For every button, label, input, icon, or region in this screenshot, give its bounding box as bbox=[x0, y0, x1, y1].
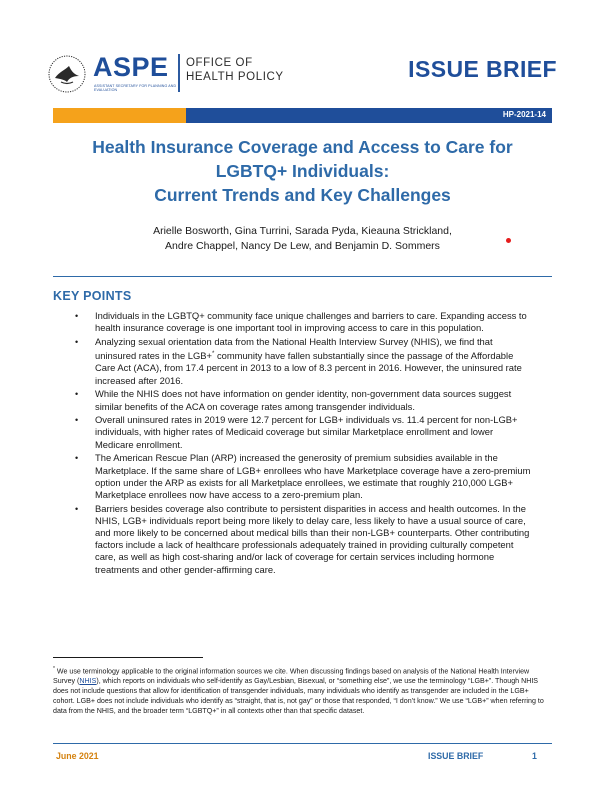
header-divider bbox=[178, 54, 180, 92]
bullet-icon: • bbox=[75, 389, 79, 400]
document-number: HP-2021-14 bbox=[502, 110, 546, 119]
bullet-icon: • bbox=[75, 415, 79, 426]
office-name bbox=[186, 57, 284, 84]
key-point-text: Individuals in the LGBTQ+ community face unique challenges and barriers to care. Expanding access to health insurance coverage is one important tool in improving access to care in this population. bbox=[95, 310, 527, 334]
authors-line-2: Andre Chappel, Nancy De Lew, and Benjamin D. Sommers bbox=[165, 240, 440, 252]
footnote-text-cont: ), which reports on individuals who self-identify as Gay/Lesbian, Bisexual, or “something else”, we use the terminology “LGB+”. Though NHIS does not include questions that allow for identification of transgender individuals, many individuals who identify as transgender are included in the LGB+ cohort. LGB+ does not include individuals who identify as “straight, that is, not gay” or those that responded, “I don’t know.” We use “LGB+” when referring to data from the NHIS, and the broader term “LGBTQ+” in all contexts other than that specific dataset. bbox=[53, 677, 544, 716]
list-item bbox=[75, 388, 533, 412]
office-line-1: OFFICE OF bbox=[186, 57, 253, 69]
footnote bbox=[53, 664, 552, 716]
nhis-link[interactable]: NHIS bbox=[79, 677, 97, 686]
bullet-icon: • bbox=[75, 453, 79, 464]
list-item bbox=[75, 310, 533, 334]
key-point-text: Barriers besides coverage also contribute to persistent disparities in access and health outcomes. In the NHIS, LGB+ individuals report being more likely to delay care, less likely to have a usual source of care, and more likely to be concerned about medical bills than their non-LGB+ counterparts. Other contributing factors include a lack of healthcare professionals adequately trained in providing culturally competent care, as well as high cost-sharing and/or lack of coverage for certain services including hormone treatments and other gender-affirming care. bbox=[95, 502, 530, 575]
footnote-text: We use terminology applicable to the original information sources we cite. When discussing findings based on analysis of the National Health Interview Survey ( bbox=[53, 667, 530, 686]
office-line-2: HEALTH POLICY bbox=[186, 70, 284, 83]
list-item bbox=[75, 452, 533, 501]
footer-issue-brief: ISSUE BRIEF bbox=[428, 751, 484, 761]
key-point-text-cont: community have fallen substantially since the passage of the Affordable Care Act (ACA), from 17.4 percent in 2013 to a low of 8.3 percent in 2016. However, the uninsured rate increased after 2016. bbox=[95, 350, 522, 386]
issue-brief-label: ISSUE BRIEF bbox=[408, 56, 557, 82]
title-line-2: LGBTQ+ Individuals: bbox=[215, 161, 390, 181]
key-points-list bbox=[75, 310, 533, 577]
bullet-icon: • bbox=[75, 336, 79, 347]
bullet-icon: • bbox=[75, 311, 79, 321]
aspe-logo-subtitle: ASSISTANT SECRETARY FOR PLANNING AND EVALUATION bbox=[94, 84, 177, 93]
page-number: 1 bbox=[532, 751, 537, 761]
key-points-heading: KEY POINTS bbox=[53, 289, 132, 303]
list-item bbox=[75, 503, 533, 576]
key-point-text: Analyzing sexual orientation data from the National Health Interview Survey (NHIS), we find that uninsured rates in the LGB+ bbox=[95, 335, 493, 362]
footnote-rule bbox=[53, 657, 203, 658]
hhs-eagle-seal-icon bbox=[47, 54, 87, 94]
page-title bbox=[53, 135, 552, 207]
footnote-marker: * bbox=[212, 351, 215, 358]
author-list bbox=[53, 224, 552, 254]
key-point-text: Overall uninsured rates in 2019 were 12.7 percent for LGB+ individuals vs. 11.4 percent for non-LGB+ individuals, with higher rates of Medicaid coverage but similar Marketplace enrollment and lower Medicare enrollment. bbox=[95, 414, 518, 450]
bullet-icon: • bbox=[75, 503, 79, 514]
section-divider bbox=[53, 276, 552, 277]
footer-date: June 2021 bbox=[56, 751, 99, 761]
footnote-marker: * bbox=[53, 666, 55, 672]
aspe-logo-text: ASPE bbox=[93, 52, 169, 82]
title-line-1: Health Insurance Coverage and Access to Care for bbox=[92, 137, 513, 157]
title-line-3: Current Trends and Key Challenges bbox=[154, 185, 451, 205]
footer-rule bbox=[53, 743, 552, 744]
list-item bbox=[75, 414, 533, 451]
rule-blue-segment bbox=[186, 108, 552, 123]
header-rule-bar bbox=[53, 108, 552, 123]
key-point-text: While the NHIS does not have information on gender identity, non-government data sources suggest similar benefits of the ACA on coverage rates among transgender individuals. bbox=[95, 388, 512, 412]
key-point-text: The American Rescue Plan (ARP) increased the generosity of premium subsidies available in the Marketplace. If the same share of LGB+ enrollees who have Marketplace coverage have a zero-premium option under the ARP as exists for all Marketplace enrollees, we estimate that roughly 210,000 LGB+ Marketplace enrollees now have access to a zero-premium plan. bbox=[95, 452, 531, 500]
red-dot-mark bbox=[506, 238, 511, 243]
list-item bbox=[75, 336, 533, 387]
rule-orange-segment bbox=[53, 108, 186, 123]
document-header bbox=[47, 50, 557, 98]
authors-line-1: Arielle Bosworth, Gina Turrini, Sarada Pyda, Kieauna Strickland, bbox=[153, 225, 452, 237]
